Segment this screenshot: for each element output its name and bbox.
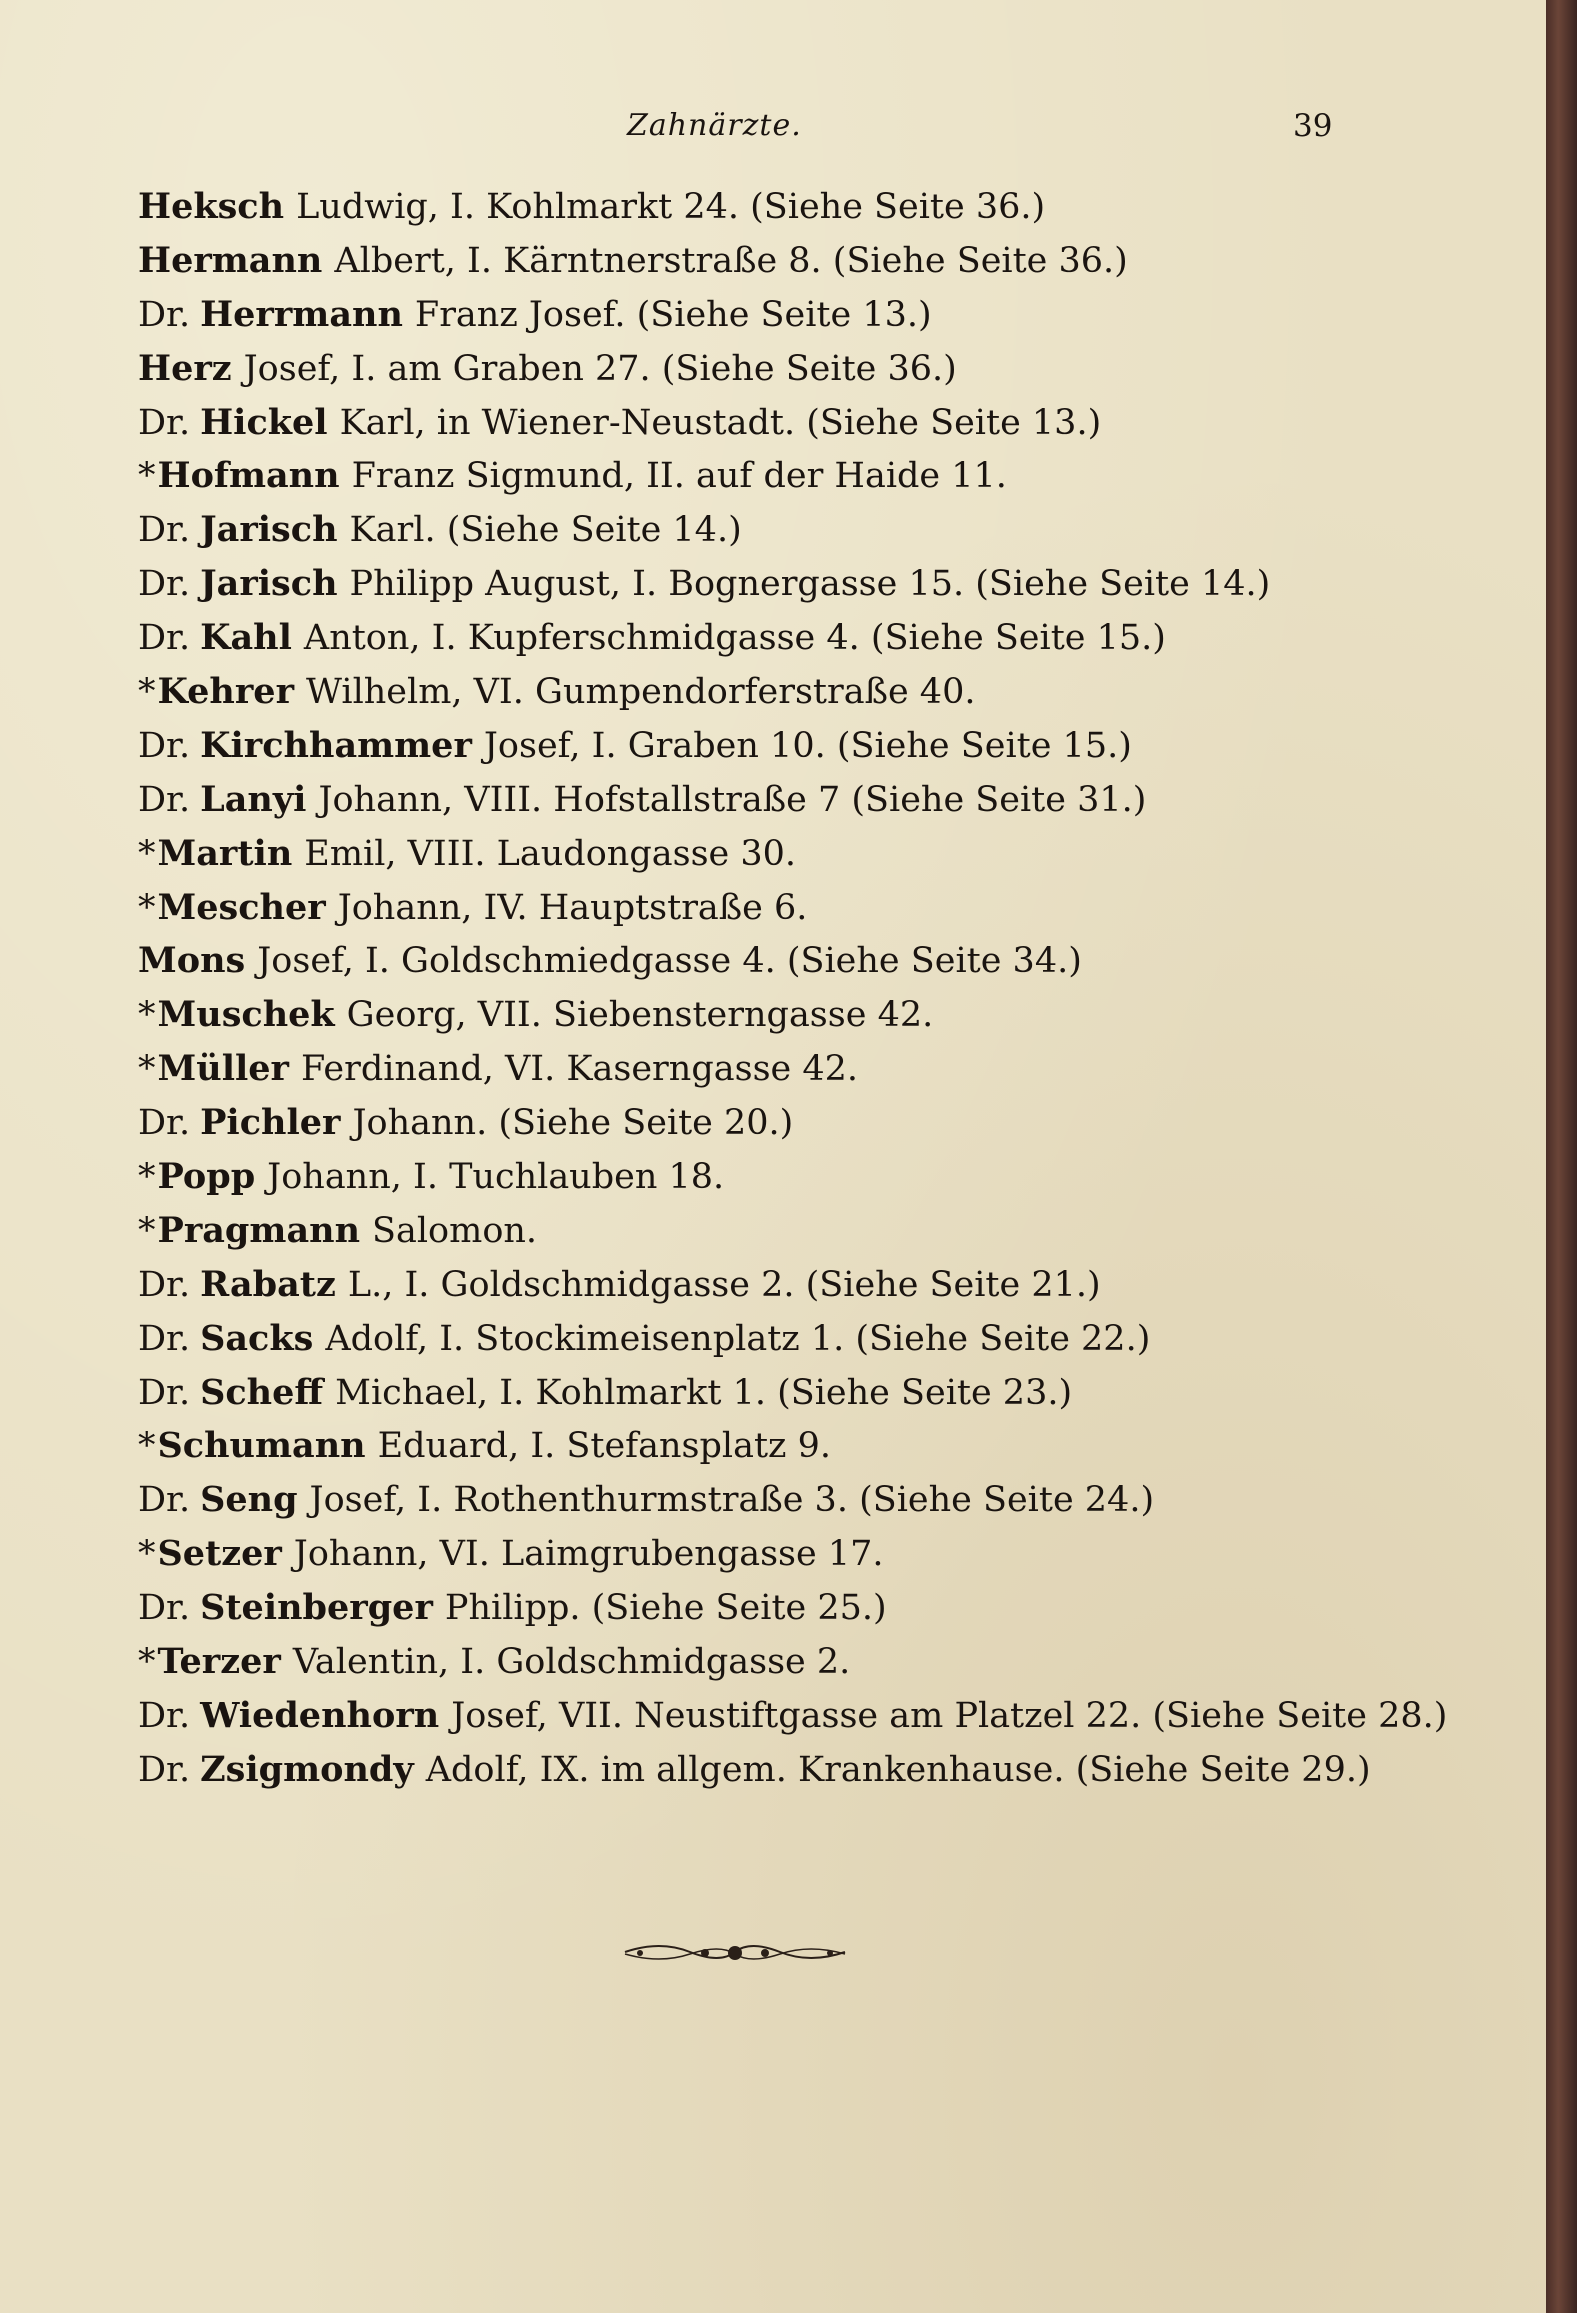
list-item: [138, 1473, 1378, 1527]
entry-prefix: Dr.: [138, 1749, 191, 1790]
entry-surname: Martin: [157, 832, 293, 874]
entry-surname: Jarisch: [200, 509, 338, 551]
entry-prefix: Dr.: [138, 294, 191, 335]
entry-prefix: *: [138, 995, 156, 1036]
page-number: 39: [1293, 108, 1333, 144]
entry-details: Johann. (Siehe Seite 20.): [352, 1103, 794, 1144]
entry-details: Emil, VIII. Laudongasse 30.: [304, 833, 797, 874]
entry-surname: Sacks: [200, 1317, 314, 1359]
entry-prefix: Dr.: [138, 1695, 191, 1736]
entry-prefix: *: [138, 1210, 156, 1251]
entry-details: Georg, VII. Siebensterngasse 42.: [346, 995, 934, 1036]
entry-details: Karl. (Siehe Seite 14.): [349, 510, 742, 551]
entry-surname: Mons: [138, 940, 246, 982]
list-item: [138, 665, 1378, 719]
entry-prefix: Dr.: [138, 1480, 191, 1521]
entry-prefix: Dr.: [138, 510, 191, 551]
list-item: [138, 503, 1378, 557]
entry-surname: Pragmann: [157, 1209, 361, 1251]
list-item: [138, 1042, 1378, 1096]
list-item: [138, 1258, 1378, 1312]
list-item: [138, 1689, 1448, 1743]
list-item: [138, 611, 1378, 665]
entry-surname: Zsigmondy: [200, 1748, 414, 1790]
entry-details: Josef, VII. Neustiftgasse am Platzel 22. (Siehe Seite 28.): [451, 1695, 1448, 1736]
list-item: [138, 827, 1378, 881]
entry-details: Adolf, I. Stockimeisenplatz 1. (Siehe Seite 22.): [325, 1318, 1151, 1359]
book-binding-edge: [1546, 0, 1577, 2313]
list-item: [138, 988, 1378, 1042]
entry-details: Eduard, I. Stefansplatz 9.: [377, 1426, 831, 1467]
entry-prefix: *: [138, 672, 156, 713]
list-item: [138, 180, 1378, 234]
entry-surname: Kehrer: [157, 671, 295, 713]
entry-details: Albert, I. Kärntnerstraße 8. (Siehe Seite 36.): [334, 240, 1128, 281]
list-item: [138, 881, 1378, 935]
entry-surname: Herz: [138, 347, 232, 389]
entry-surname: Heksch: [138, 186, 285, 227]
entry-prefix: *: [138, 1426, 156, 1467]
entry-details: Ferdinand, VI. Kaserngasse 42.: [301, 1049, 859, 1090]
entry-details: Anton, I. Kupferschmidgasse 4. (Siehe Seite 15.): [303, 618, 1166, 659]
entry-prefix: *: [138, 887, 156, 928]
list-item: [138, 1527, 1378, 1581]
entry-details: Ludwig, I. Kohlmarkt 24. (Siehe Seite 36.): [296, 187, 1046, 227]
entry-details: Wilhelm, VI. Gumpendorferstraße 40.: [306, 672, 976, 713]
entry-surname: Schumann: [157, 1425, 366, 1467]
entry-prefix: Dr.: [138, 1588, 191, 1629]
list-item: [138, 342, 1378, 396]
entry-details: Michael, I. Kohlmarkt 1. (Siehe Seite 23.): [335, 1372, 1073, 1413]
entry-prefix: *: [138, 833, 156, 874]
entry-details: Franz Sigmund, II. auf der Haide 11.: [351, 456, 1007, 497]
entry-surname: Wiedenhorn: [200, 1694, 440, 1736]
entry-details: Josef, I. Graben 10. (Siehe Seite 15.): [483, 725, 1132, 766]
entry-prefix: *: [138, 1642, 156, 1683]
entry-surname: Kirchhammer: [200, 724, 472, 766]
entry-surname: Kahl: [200, 617, 292, 659]
list-item: [138, 1419, 1378, 1473]
entry-details: Josef, I. Goldschmiedgasse 4. (Siehe Seite 34.): [257, 941, 1082, 982]
entry-surname: Setzer: [157, 1533, 282, 1575]
list-item: [138, 1366, 1378, 1420]
list-item: [138, 234, 1378, 288]
entry-details: Salomon.: [372, 1210, 538, 1251]
entry-surname: Herrmann: [200, 293, 403, 335]
entry-prefix: *: [138, 1534, 156, 1575]
entry-details: L., I. Goldschmidgasse 2. (Siehe Seite 21.): [347, 1264, 1101, 1305]
list-item: [138, 396, 1378, 450]
entry-prefix: *: [138, 456, 156, 497]
running-title: Zahnärzte.: [627, 108, 802, 143]
list-item: [138, 557, 1378, 611]
entry-surname: Lanyi: [200, 778, 307, 820]
entry-details: Philipp. (Siehe Seite 25.): [444, 1588, 887, 1629]
entry-details: Philipp August, I. Bognergasse 15. (Siehe Seite 14.): [349, 564, 1271, 605]
list-item: [138, 1096, 1378, 1150]
list-item: [138, 1635, 1378, 1689]
entry-prefix: Dr.: [138, 618, 191, 659]
entry-details: Johann, VIII. Hofstallstraße 7 (Siehe Seite 31.): [318, 779, 1147, 820]
list-item: [138, 1204, 1378, 1258]
entry-surname: Terzer: [157, 1641, 281, 1683]
entry-prefix: Dr.: [138, 1372, 191, 1413]
entry-surname: Steinberger: [200, 1587, 433, 1629]
entry-prefix: Dr.: [138, 1103, 191, 1144]
entry-details: Johann, I. Tuchlauben 18.: [267, 1157, 725, 1198]
entry-surname: Popp: [157, 1156, 256, 1198]
entry-details: Josef, I. Rothenthurmstraße 3. (Siehe Seite 24.): [309, 1480, 1155, 1521]
list-item: [138, 1150, 1378, 1204]
entry-details: Josef, I. am Graben 27. (Siehe Seite 36.): [243, 348, 957, 389]
entry-details: Johann, IV. Hauptstraße 6.: [337, 887, 808, 928]
entry-prefix: *: [138, 1049, 156, 1090]
running-head: [0, 108, 1546, 148]
entry-surname: Pichler: [200, 1102, 341, 1144]
list-item: [138, 934, 1378, 988]
entry-surname: Hickel: [200, 401, 328, 443]
entry-prefix: Dr.: [138, 564, 191, 605]
entry-prefix: Dr.: [138, 725, 191, 766]
entry-surname: Hermann: [138, 239, 323, 281]
list-item: [138, 773, 1378, 827]
entry-surname: Müller: [157, 1048, 289, 1090]
list-item: [138, 449, 1378, 503]
entry-prefix: *: [138, 1157, 156, 1198]
entry-details: Johann, VI. Laimgrubengasse 17.: [293, 1534, 884, 1575]
entry-details: Adolf, IX. im allgem. Krankenhause. (Siehe Seite 29.): [425, 1749, 1371, 1790]
list-item: [138, 288, 1378, 342]
list-item: [138, 1581, 1378, 1635]
entry-details: Karl, in Wiener-Neustadt. (Siehe Seite 13.): [339, 402, 1102, 443]
entry-surname: Mescher: [157, 886, 326, 928]
entry-details: Valentin, I. Goldschmidgasse 2.: [292, 1642, 851, 1683]
entry-details: Franz Josef. (Siehe Seite 13.): [414, 294, 932, 335]
dentist-list: [138, 180, 1448, 1797]
list-item: [138, 719, 1378, 773]
entry-prefix: Dr.: [138, 402, 191, 443]
entry-prefix: Dr.: [138, 1318, 191, 1359]
list-item: [138, 1743, 1378, 1797]
entry-surname: Hofmann: [157, 455, 340, 497]
ornament-divider: [620, 1932, 850, 1972]
entry-surname: Rabatz: [200, 1263, 336, 1305]
entry-surname: Jarisch: [200, 563, 338, 605]
entry-prefix: Dr.: [138, 779, 191, 820]
entry-surname: Seng: [200, 1479, 298, 1521]
entry-surname: Muschek: [157, 994, 335, 1036]
entry-prefix: Dr.: [138, 1264, 191, 1305]
list-item: [138, 1312, 1378, 1366]
entry-surname: Scheff: [200, 1371, 324, 1413]
